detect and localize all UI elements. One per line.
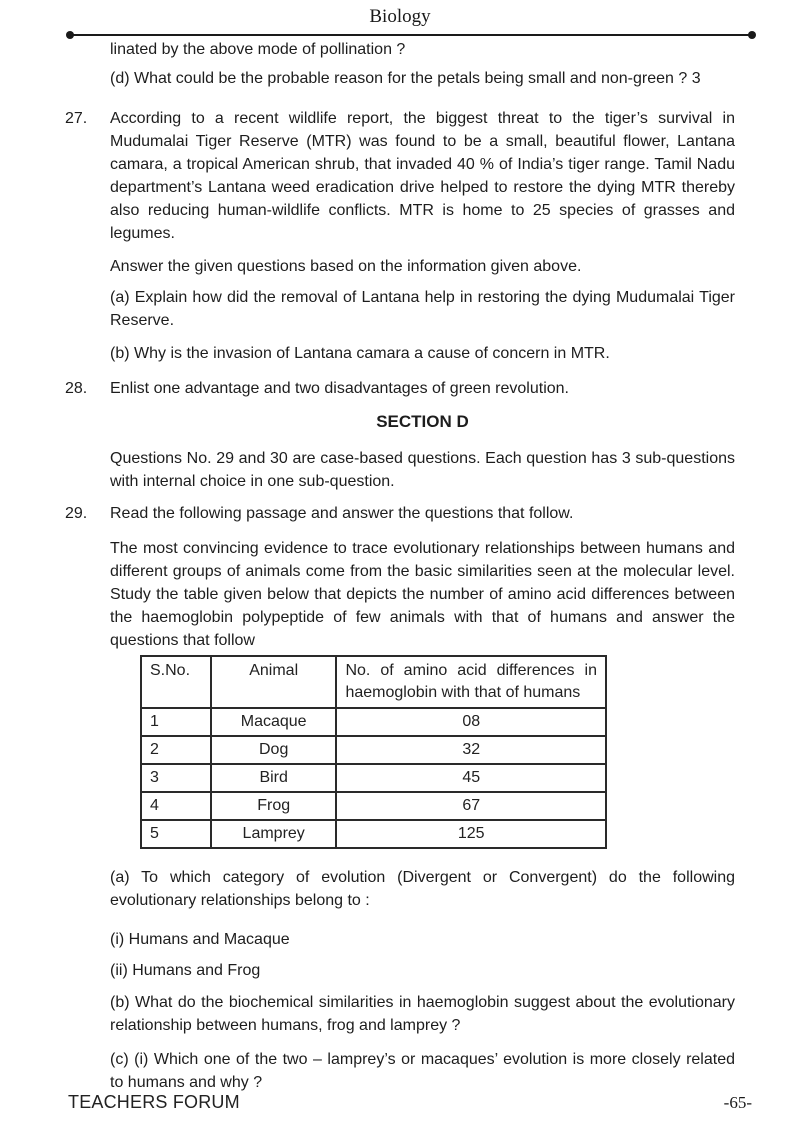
table-cell-sno: 5 — [141, 820, 211, 848]
table-cell-sno: 4 — [141, 792, 211, 820]
table-cell-differences: 45 — [336, 764, 606, 792]
table-cell-differences: 08 — [336, 708, 606, 736]
question-29-part-a-ii: (ii) Humans and Frog — [110, 962, 261, 979]
table-row — [141, 708, 606, 736]
table-row — [141, 792, 606, 820]
question-27-answer-intro: Answer the given questions based on the information given above. — [110, 258, 582, 275]
question-29-passage: The most convincing evidence to trace evolutionary relationships between humans and different groups of animals come from the basic similarities seen at the molecular level. Study the table given below that depicts the number of amino acid differences between the haemoglobin polypeptide of few animals with that of humans and answer the questions that follow — [110, 540, 735, 649]
question-part-d: (d) What could be the probable reason for the petals being small and non-green ? 3 — [110, 70, 701, 87]
question-29-part-a-i: (i) Humans and Macaque — [110, 931, 290, 948]
carryover-line: linated by the above mode of pollination ? — [110, 41, 406, 58]
table-row — [141, 820, 606, 848]
question-27-text: According to a recent wildlife report, the biggest threat to the tiger’s survival in Mudumalai Tiger Reserve (MTR) was found to be a small, beautiful flower, Lantana camara, a tropical American shrub, that invaded 40 % of India’s tiger range. Tamil Nadu department’s Lantana weed eradication drive helped to restore the dying MTR thereby also reducing human-wildlife conflicts. MTR is home to 25 species of grasses and legumes. — [110, 110, 735, 242]
question-28-number: 28. — [65, 380, 88, 397]
rule-endpoint-dot-right — [748, 31, 756, 39]
question-29-text: Read the following passage and answer the questions that follow. — [110, 505, 574, 522]
question-29 — [65, 502, 735, 525]
section-d-heading: SECTION D — [376, 412, 469, 431]
question-27-number: 27. — [65, 110, 88, 127]
question-29-part-b: (b) What do the biochemical similarities in haemoglobin suggest about the evolutionary relationship between humans, frog and lamprey ? — [110, 994, 735, 1034]
table-cell-animal: Frog — [211, 792, 337, 820]
question-27 — [65, 107, 735, 245]
section-d-intro: Questions No. 29 and 30 are case-based questions. Each question has 3 sub-questions with internal choice in one sub-question. — [110, 450, 735, 490]
table-row — [141, 736, 606, 764]
page-number: -65- — [723, 1093, 752, 1112]
table-header-differences: No. of amino acid differences in haemoglobin with that of humans — [336, 656, 606, 708]
table-cell-sno: 1 — [141, 708, 211, 736]
page-title: Biology — [369, 6, 431, 27]
question-29-part-a: (a) To which category of evolution (Divergent or Convergent) do the following evolutionary relationships belong to : — [110, 869, 735, 909]
publisher-name: TEACHERS FORUM — [68, 1092, 240, 1112]
question-28 — [65, 377, 735, 400]
table-cell-animal: Bird — [211, 764, 337, 792]
question-29-number: 29. — [65, 505, 88, 522]
table-header-animal: Animal — [211, 656, 337, 708]
question-29-part-c: (c) (i) Which one of the two – lamprey’s or macaques’ evolution is more closely related to humans and why ? — [110, 1051, 735, 1091]
table-cell-animal: Dog — [211, 736, 337, 764]
amino-acid-differences-table — [140, 655, 607, 849]
table-cell-sno: 2 — [141, 736, 211, 764]
table-cell-differences: 125 — [336, 820, 606, 848]
header-rule — [70, 34, 752, 36]
table-header-row — [141, 656, 606, 708]
question-28-text: Enlist one advantage and two disadvantages of green revolution. — [110, 380, 569, 397]
question-27-part-b: (b) Why is the invasion of Lantana camara a cause of concern in MTR. — [110, 345, 610, 362]
table-row — [141, 764, 606, 792]
rule-endpoint-dot-left — [66, 31, 74, 39]
table-cell-animal: Macaque — [211, 708, 337, 736]
page-footer — [68, 1091, 752, 1114]
table-header-sno: S.No. — [141, 656, 211, 708]
table-cell-differences: 67 — [336, 792, 606, 820]
question-27-part-a: (a) Explain how did the removal of Lantana help in restoring the dying Mudumalai Tiger Reserve. — [110, 289, 735, 329]
table-cell-sno: 3 — [141, 764, 211, 792]
page-body — [65, 38, 735, 1094]
table-cell-differences: 32 — [336, 736, 606, 764]
table-cell-animal: Lamprey — [211, 820, 337, 848]
